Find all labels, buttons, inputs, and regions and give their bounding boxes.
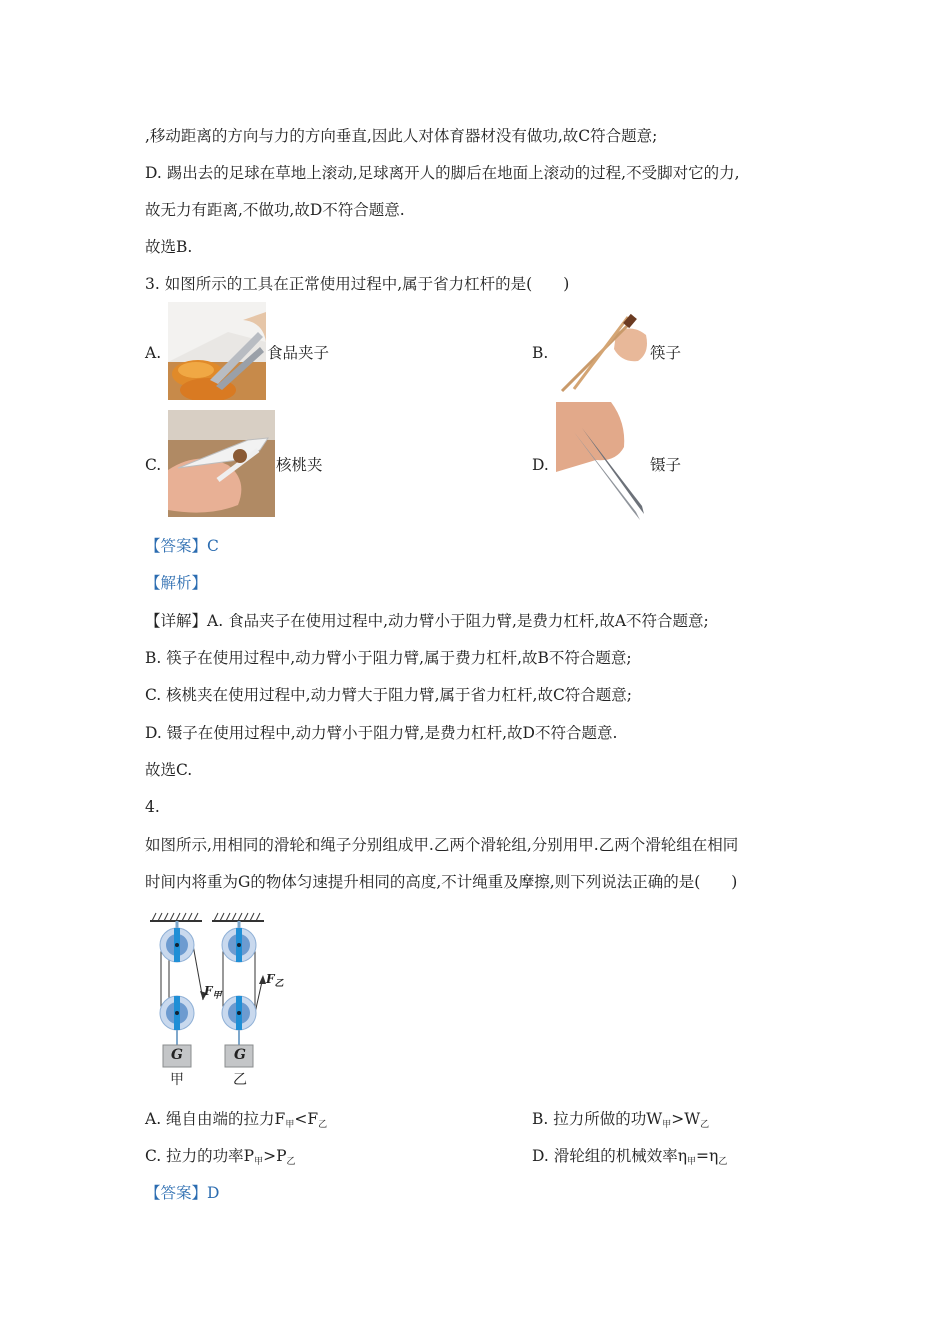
q4-option-d: D. 滑轮组的机械效率$\eta_甲=\eta_乙$	[532, 1147, 728, 1167]
option-d-letter: D.	[532, 456, 549, 474]
detail-conclusion: 故选C.	[145, 761, 193, 779]
question-4-text: 如图所示,用相同的滑轮和绳子分别组成甲.乙两个滑轮组,分别用甲.乙两个滑轮组在相同	[145, 836, 739, 854]
weight-label-left: G	[171, 1047, 183, 1063]
force-label-left: $F_甲$	[204, 984, 222, 1001]
nutcracker-image	[168, 410, 275, 517]
answer-label: 【答案】C	[145, 537, 219, 555]
detail-label: 【详解】	[145, 612, 208, 630]
detail-line-b: B. 筷子在使用过程中,动力臂小于阻力臂,属于费力杠杆,故B不符合题意;	[145, 649, 632, 667]
food-tongs-image	[168, 302, 266, 400]
q4-option-c: C. 拉力的功率$P_甲>P_乙$	[145, 1147, 296, 1167]
figure-label-right: 乙	[233, 1072, 247, 1088]
detail-line-d: D. 镊子在使用过程中,动力臂小于阻力臂,是费力杠杆,故D不符合题意.	[145, 724, 618, 742]
detail-a-text: A. 食品夹子在使用过程中,动力臂小于阻力臂,是费力杠杆,故A不符合题意;	[207, 612, 709, 630]
option-a-letter: A.	[145, 344, 162, 362]
question-4-text: 时间内将重为G的物体匀速提升相同的高度,不计绳重及摩擦,则下列说法正确的是( )	[145, 873, 738, 891]
option-a-text: 食品夹子	[267, 344, 330, 362]
question-4-number: 4.	[145, 798, 160, 816]
force-label-right: $F_乙$	[266, 972, 284, 989]
q4-option-a: A. 绳自由端的拉力$F_甲<F_乙$	[145, 1110, 328, 1130]
text-line: ,移动距离的方向与力的方向垂直,因此人对体育器材没有做功,故C符合题意;	[145, 127, 658, 145]
option-b-letter: B.	[532, 344, 549, 362]
analysis-label: 【解析】	[145, 574, 208, 592]
chopsticks-image	[556, 313, 650, 393]
option-c-letter: C.	[145, 456, 162, 474]
figure-label-left: 甲	[170, 1072, 184, 1088]
question-3: 3. 如图所示的工具在正常使用过程中,属于省力杠杆的是( )	[145, 275, 570, 293]
detail-line-a	[145, 611, 709, 631]
answer-label: 【答案】D	[145, 1184, 220, 1202]
tweezers-image	[556, 402, 650, 524]
text-line: 故无力有距离,不做功,故D不符合题意.	[145, 201, 405, 219]
option-c-text: 核桃夹	[276, 456, 323, 474]
weight-label-right: G	[234, 1047, 246, 1063]
detail-line-c: C. 核桃夹在使用过程中,动力臂大于阻力臂,属于省力杠杆,故C符合题意;	[145, 686, 633, 704]
q4-option-b: B. 拉力所做的功$W_甲>W_乙$	[532, 1110, 710, 1130]
option-b-text: 筷子	[650, 344, 682, 362]
text-line: D. 踢出去的足球在草地上滚动,足球离开人的脚后在地面上滚动的过程,不受脚对它的力,	[145, 164, 740, 182]
option-d-text: 镊子	[650, 456, 682, 474]
text-line: 故选B.	[145, 238, 193, 256]
pulley-figure	[145, 905, 295, 1090]
